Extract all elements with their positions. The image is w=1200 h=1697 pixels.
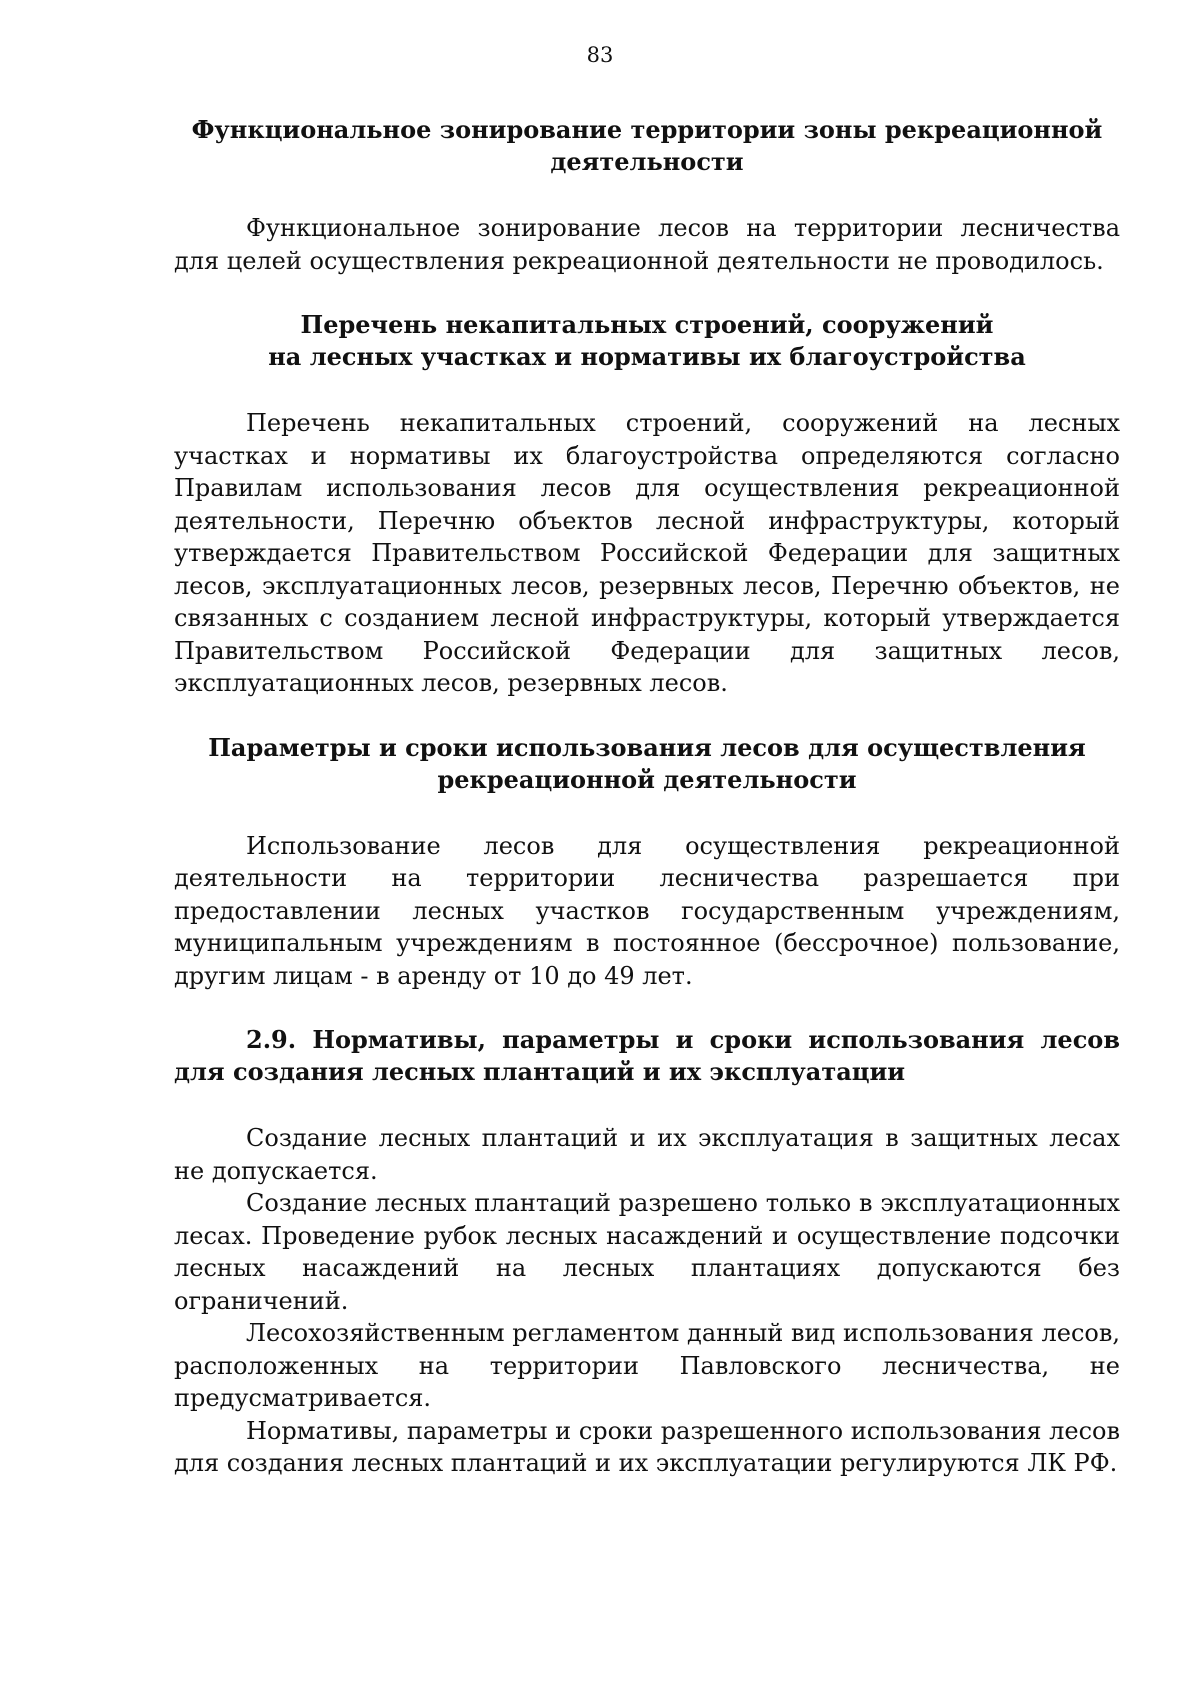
section-heading-non-capital-structures [174, 309, 1120, 373]
paragraph: Перечень некапитальных строений, сооружений на лесных участках и нормативы их благоустройства определяются согласно Правилам использования лесов для осуществления рекреационной деятельности, Перечню объектов лесной инфраструктуры, который утверждается Правительством Российской Федерации для защитных лесов, эксплуатационных лесов, резервных лесов, Перечню объектов, не связанных с созданием лесной инфраструктуры, который утверждается Правительством Российской Федерации для защитных лесов, эксплуатационных лесов, резервных лесов. [174, 409, 1120, 697]
page-content [174, 114, 1120, 1480]
paragraph: Функциональное зонирование лесов на территории лесничества для целей осуществления рекреационной деятельности не проводилось. [174, 214, 1120, 275]
heading-line: на лесных участках и нормативы их благоустройства [268, 342, 1026, 371]
heading-line: рекреационной деятельности [437, 764, 857, 794]
paragraph: Создание лесных плантаций разрешено только в эксплуатационных лесах. Проведение рубок лесных насаждений и осуществление подсочки лесных насаждений на лесных плантациях допускаются без ограничений. [174, 1189, 1120, 1315]
paragraph: Лесохозяйственным регламентом данный вид использования лесов, расположенных на территории Павловского лесничества, не предусматривается. [174, 1319, 1120, 1412]
section-heading-parameters-and-terms [174, 732, 1120, 796]
paragraph: Использование лесов для осуществления рекреационной деятельности на территории лесничества разрешается при предоставлении лесных участков государственным учреждениям, муниципальным учреждениям в постоянное (бессрочное) пользование, другим лицам - в аренду от 10 до 49 лет. [174, 831, 1120, 990]
heading-line: Функциональное зонирование территории зоны рекреационной [191, 115, 1103, 144]
page-number: 83 [586, 43, 614, 67]
heading-line: Параметры и сроки использования лесов для осуществления [208, 732, 1086, 762]
paragraph: Создание лесных плантаций и их эксплуатация в защитных лесах не допускается. [174, 1124, 1120, 1185]
section-heading-functional-zoning [174, 114, 1120, 178]
section-heading-forest-plantations: 2.9. Нормативы, параметры и сроки использования лесов для создания лесных плантаций и их эксплуатации [174, 1025, 1120, 1086]
heading-line: деятельности [550, 147, 744, 176]
heading-line: Перечень некапитальных строений, сооружений [300, 310, 994, 339]
paragraph: Нормативы, параметры и сроки разрешенного использования лесов для создания лесных плантаций и их эксплуатации регулируются ЛК РФ. [174, 1416, 1120, 1477]
